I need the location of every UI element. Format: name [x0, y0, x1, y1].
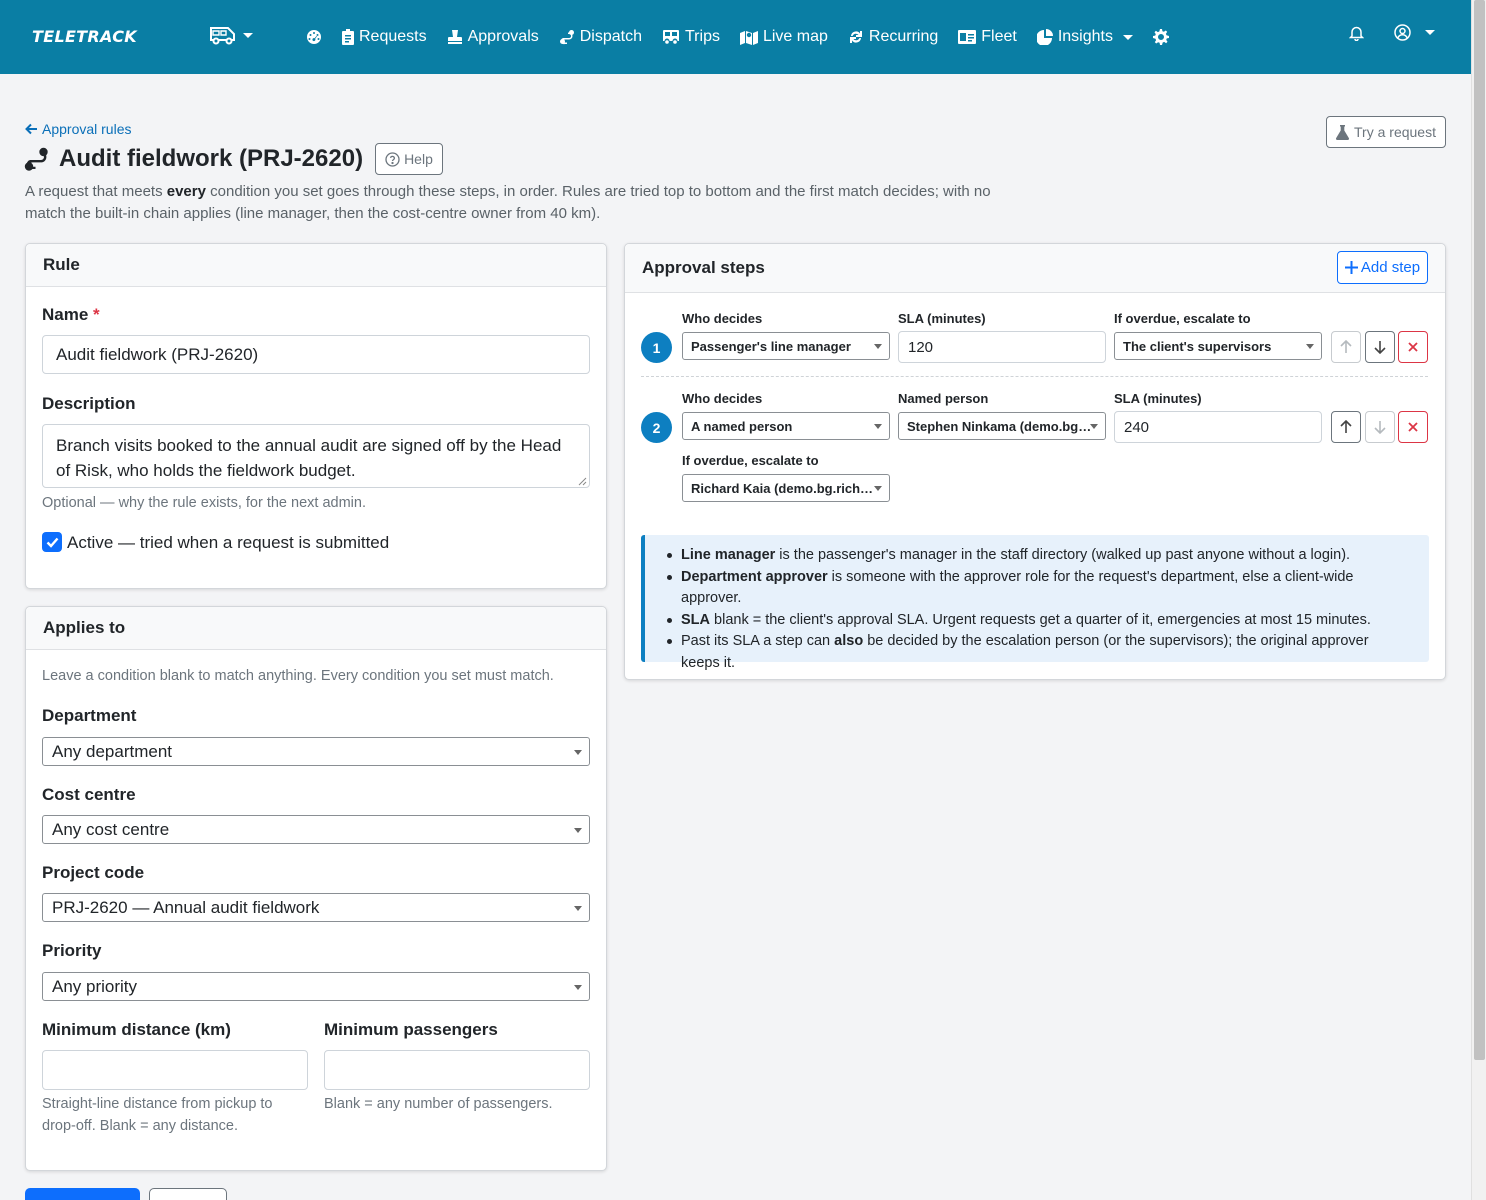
plus-icon: [1345, 261, 1358, 274]
page-scrollbar[interactable]: [1471, 0, 1486, 1200]
arrow-up-icon: [1340, 340, 1352, 354]
vehicle-switcher[interactable]: [209, 24, 253, 46]
info-item: SLA blank = the client's approval SLA. Urgent requests get a quarter of it, emergencies at most 15 minutes.: [663, 610, 1411, 632]
step-divider: [641, 376, 1428, 377]
info-item: Past its SLA a step can also be decided by the escalation person (or the supervisors); the original approver keeps it.: [663, 631, 1411, 674]
nav-dispatch[interactable]: [549, 0, 652, 74]
applies-to-intro: Leave a condition blank to match anything. Every condition you set must match.: [42, 668, 554, 684]
repeat-icon: [848, 29, 864, 45]
nav-trips[interactable]: [652, 0, 730, 74]
escalate-label: If overdue, escalate to: [682, 453, 819, 468]
chevron-down-icon: [574, 906, 582, 911]
min-passengers-input[interactable]: [324, 1050, 590, 1090]
chevron-down-icon: [874, 344, 882, 349]
brand-logo[interactable]: TELETRACK: [32, 27, 137, 46]
chevron-down-icon: [874, 486, 882, 491]
close-icon: [1408, 422, 1418, 432]
arrow-down-icon: [1374, 420, 1386, 434]
step-number-badge: 2: [641, 412, 672, 443]
cost-centre-select[interactable]: Any cost centre: [42, 815, 590, 844]
chevron-down-icon: [243, 33, 253, 38]
active-checkbox[interactable]: [42, 532, 62, 552]
back-link-label: Approval rules: [42, 121, 132, 137]
remove-step-button[interactable]: [1398, 411, 1428, 443]
question-circle-icon: [385, 152, 400, 167]
nav-recurring[interactable]: [838, 0, 948, 74]
scrollbar-thumb[interactable]: [1474, 0, 1485, 1060]
main-nav: [296, 0, 1179, 74]
department-label: Department: [42, 706, 137, 725]
rule-description-textarea[interactable]: Branch visits booked to the annual audit are signed off by the Head of Risk, who holds the fieldwork budget.: [42, 424, 590, 488]
chevron-down-icon: [1306, 344, 1314, 349]
min-distance-label: Minimum distance (km): [42, 1020, 231, 1039]
nav-label-trips: Trips: [685, 28, 720, 45]
active-checkbox-label[interactable]: Active — tried when a request is submitted: [67, 533, 390, 552]
description-hint: Optional — why the rule exists, for the next admin.: [42, 495, 366, 511]
nav-label-requests: Requests: [359, 28, 427, 45]
approval-steps-info: [641, 535, 1429, 671]
nav-insights[interactable]: [1027, 0, 1143, 74]
nav-label-recurring: Recurring: [868, 28, 939, 45]
dashboard-icon: [306, 29, 322, 45]
escalate-select[interactable]: The client's supervisors: [1114, 332, 1322, 360]
sla-input[interactable]: 240: [1114, 411, 1322, 443]
nav-live-map[interactable]: [730, 0, 838, 74]
step-number-badge: 1: [641, 332, 672, 363]
named-person-select[interactable]: Stephen Ninkama (demo.bg…: [898, 412, 1106, 440]
arrow-down-icon: [1374, 340, 1386, 354]
try-button-label: Try a request: [1354, 124, 1436, 140]
info-item: Line manager is the passenger's manager in the staff directory (walked up past anyone without a login).: [663, 545, 1411, 567]
chevron-down-icon: [1425, 30, 1435, 35]
project-code-select[interactable]: PRJ-2620 — Annual audit fieldwork: [42, 893, 590, 922]
nav-fleet[interactable]: [948, 0, 1027, 74]
move-step-up-button[interactable]: [1331, 331, 1361, 363]
gear-icon: [1153, 29, 1169, 45]
project-code-label: Project code: [42, 863, 145, 882]
who-decides-label: Who decides: [682, 391, 763, 406]
nav-label-approvals: Approvals: [467, 28, 539, 45]
van-icon: [209, 24, 237, 46]
min-passengers-label: Minimum passengers: [324, 1020, 498, 1039]
required-marker: *: [93, 305, 100, 324]
flask-icon: [1336, 125, 1349, 140]
department-select[interactable]: Any department: [42, 737, 590, 766]
nav-dashboard[interactable]: [296, 0, 332, 74]
who-decides-label: Who decides: [682, 311, 763, 326]
add-step-button[interactable]: [1337, 251, 1428, 284]
route-icon: [24, 147, 49, 172]
resize-handle-icon[interactable]: [578, 477, 587, 486]
description-label: Description: [42, 394, 136, 413]
who-decides-select[interactable]: Passenger's line manager: [682, 332, 890, 360]
id-card-icon: [958, 30, 976, 44]
nav-requests[interactable]: [332, 0, 437, 74]
min-distance-input[interactable]: [42, 1050, 308, 1090]
approval-steps-card-header: Approval steps: [625, 244, 1445, 293]
route-icon: [559, 29, 575, 45]
chevron-down-icon: [574, 750, 582, 755]
nav-label-insights: Insights: [1057, 28, 1113, 45]
name-label: Name *: [42, 305, 100, 324]
help-button[interactable]: [375, 143, 443, 175]
min-passengers-hint: Blank = any number of passengers.: [324, 1096, 553, 1112]
priority-select[interactable]: Any priority: [42, 972, 590, 1001]
remove-step-button[interactable]: [1398, 331, 1428, 363]
rule-name-input[interactable]: Audit fieldwork (PRJ-2620): [42, 335, 590, 374]
chevron-down-icon: [574, 985, 582, 990]
title-row: [24, 143, 443, 175]
applies-to-card-header: Applies to: [26, 607, 606, 650]
who-decides-select[interactable]: A named person: [682, 412, 890, 440]
page-title: Audit fieldwork (PRJ-2620): [59, 145, 364, 172]
clipboard-icon: [342, 29, 354, 45]
nav-right: [1349, 24, 1435, 41]
back-to-approval-rules-link[interactable]: [25, 121, 132, 137]
stamp-icon: [447, 29, 463, 45]
min-distance-hint: Straight-line distance from pickup to drop-off. Blank = any distance.: [42, 1096, 273, 1134]
help-button-label: Help: [404, 151, 433, 167]
sla-label: SLA (minutes): [898, 311, 986, 326]
user-circle-icon: [1394, 24, 1411, 41]
nav-label-fleet: Fleet: [981, 28, 1017, 45]
chevron-down-icon: [874, 424, 882, 429]
arrow-up-icon: [1340, 420, 1352, 434]
escalate-select[interactable]: Richard Kaia (demo.bg.rich…: [682, 474, 890, 502]
info-item: Department approver is someone with the approver role for the request's department, else a client-wide approver.: [663, 567, 1411, 610]
priority-label: Priority: [42, 941, 102, 960]
check-icon: [46, 537, 59, 548]
close-icon: [1408, 342, 1418, 352]
chevron-down-icon: [1090, 424, 1098, 429]
pie-chart-icon: [1037, 29, 1053, 45]
chevron-down-icon: [574, 828, 582, 833]
map-icon: [740, 29, 758, 45]
bell-icon[interactable]: [1349, 25, 1364, 41]
cancel-button[interactable]: [149, 1188, 227, 1200]
nav-label-dispatch: Dispatch: [579, 28, 642, 45]
nav-label-live-map: Live map: [762, 28, 828, 45]
nav-settings[interactable]: [1143, 0, 1179, 74]
chevron-down-icon: [1123, 35, 1133, 40]
move-step-up-button[interactable]: [1331, 411, 1361, 443]
add-step-label: Add step: [1360, 259, 1421, 276]
sla-label: SLA (minutes): [1114, 391, 1202, 406]
try-a-request-button[interactable]: [1326, 116, 1446, 148]
top-navbar: [0, 0, 1471, 74]
cost-centre-label: Cost centre: [42, 785, 136, 804]
nav-approvals[interactable]: [437, 0, 549, 74]
move-step-down-button[interactable]: [1365, 411, 1395, 443]
save-button[interactable]: [25, 1188, 140, 1200]
named-person-label: Named person: [898, 391, 989, 406]
arrow-left-icon: [25, 123, 38, 135]
bus-icon: [662, 29, 680, 45]
escalate-label: If overdue, escalate to: [1114, 311, 1251, 326]
page-intro: A request that meets every condition you set goes through these steps, in order. Rules are tried top to bottom and the first match decides; with no match the built-in chain applies (line manager, then the cost-centre owner from 40 km).: [25, 183, 991, 222]
rule-card-header: Rule: [26, 244, 606, 287]
sla-input[interactable]: 120: [898, 331, 1106, 363]
user-menu[interactable]: [1394, 24, 1435, 41]
move-step-down-button[interactable]: [1365, 331, 1395, 363]
